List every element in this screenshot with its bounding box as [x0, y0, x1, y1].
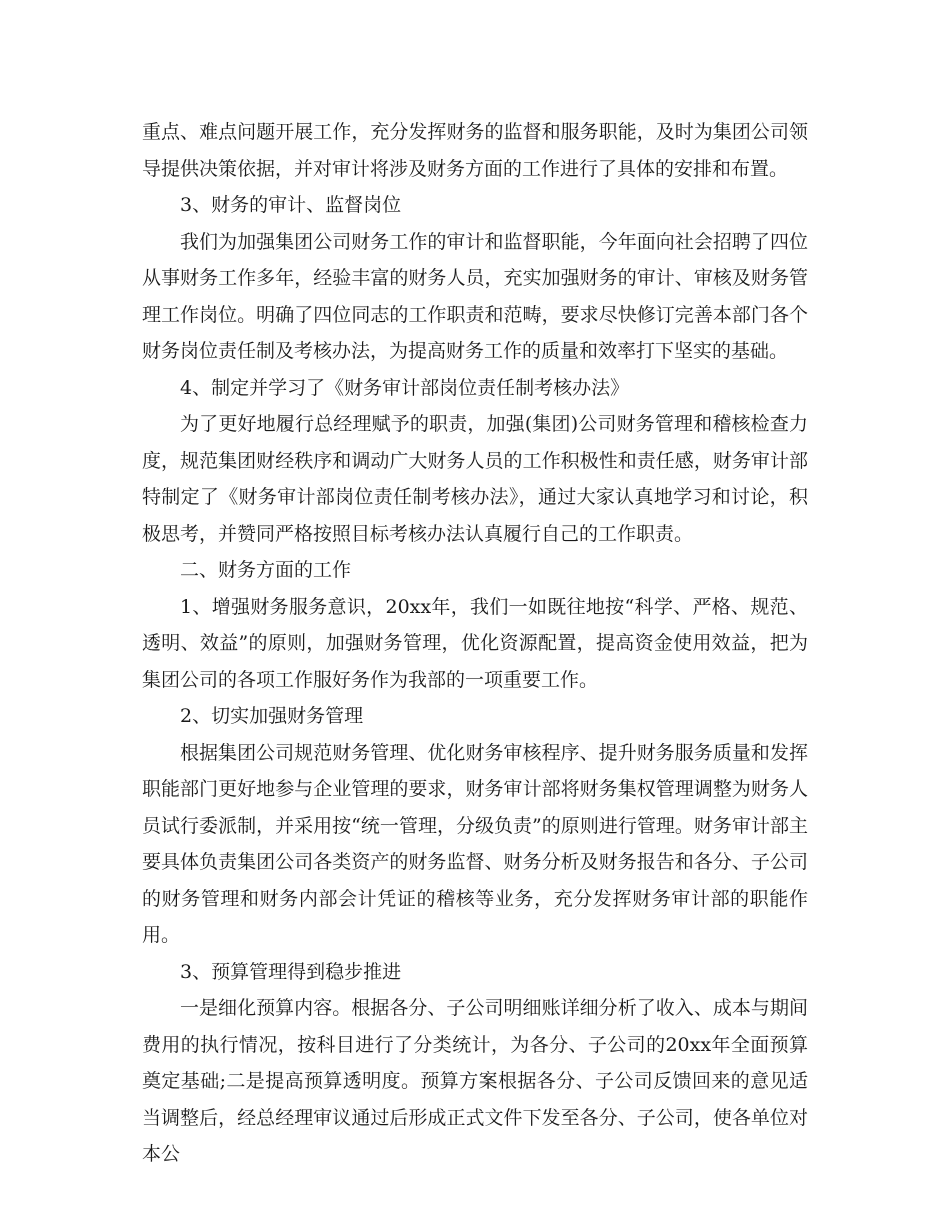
paragraph-assessment-method: 为了更好地履行总经理赋予的职责，加强(集团)公司财务管理和稽核检查力度，规范集团财经秩序和调动广大财务人员的工作积极性和责任感，财务审计部特制定了《财务审计部岗位责任制考核办法》，通过大家认真地学习和讨论，积极思考，并赞同严格按照目标考核办法认真履行自己的工作职责。 — [142, 413, 808, 545]
heading-strengthen-management: 2、切实加强财务管理 — [180, 705, 364, 727]
paragraph-budget-management: 一是细化预算内容。根据各分、子公司明细账详细分析了收入、成本与期间费用的执行情况，按科目进行了分类统计，为各分、子公司的20xx年全面预算奠定基础;二是提高预算透明度。预算方案根据各分、子公司反馈回来的意见适当调整后，经总经理审议通过后形成正式文件下发至各分、子公司，使各单位对本公 — [142, 997, 808, 1165]
paragraph-service-awareness: 1、增强财务服务意识，20xx年，我们一如既往地按“科学、严格、规范、透明、效益”的原则，加强财务管理，优化资源配置，提高资金使用效益，把为集团公司的各项工作服好务作为我部的一项重要工作。 — [142, 595, 808, 691]
paragraph-audit-supervision: 我们为加强集团公司财务工作的审计和监督职能，今年面向社会招聘了四位从事财务工作多年，经验丰富的财务人员，充实加强财务的审计、审核及财务管理工作岗位。明确了四位同志的工作职责和范畴，要求尽快修订完善本部门各个财务岗位责任制及考核办法，为提高财务工作的质量和效率打下坚实的基础。 — [142, 230, 808, 362]
document-body — [142, 114, 808, 1173]
heading-assessment-method: 4、制定并学习了《财务审计部岗位责任制考核办法》 — [180, 376, 630, 399]
heading-finance-work: 二、财务方面的工作 — [180, 559, 352, 581]
paragraph-strengthen-management: 根据集团公司规范财务管理、优化财务审核程序、提升财务服务质量和发挥职能部门更好地参与企业管理的要求，财务审计部将财务集权管理调整为财务人员试行委派制，并采用按“统一管理，分级负责”的原则进行管理。财务审计部主要具体负责集团公司各类资产的财务监督、财务分析及财务报告和各分、子公司的财务管理和财务内部会计凭证的稽核等业务，充分发挥财务审计部的职能作用。 — [142, 741, 808, 946]
heading-audit-supervision-post: 3、财务的审计、监督岗位 — [180, 194, 402, 216]
paragraph-continuation: 重点、难点问题开展工作，充分发挥财务的监督和服务职能，及时为集团公司领导提供决策依据，并对审计将涉及财务方面的工作进行了具体的安排和布置。 — [142, 121, 808, 180]
heading-budget-management: 3、预算管理得到稳步推进 — [180, 960, 402, 983]
